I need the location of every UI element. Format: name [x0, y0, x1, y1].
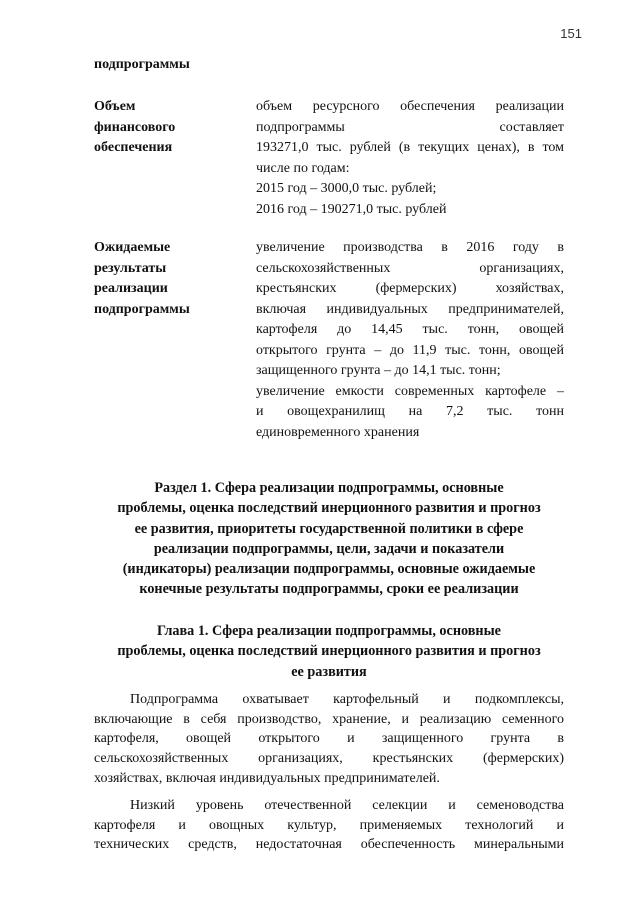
value-line: подпрограммы составляет — [256, 119, 564, 135]
paragraph-line: технических средств, недостаточная обеспеченность минеральными — [94, 837, 564, 853]
heading-line: ее развития — [291, 663, 367, 680]
value-line: объем ресурсного обеспечения реализации — [256, 99, 564, 114]
label-line: финансового — [94, 119, 176, 135]
heading-line: (индикаторы) реализации подпрограммы, основные ожидаемые — [122, 561, 536, 578]
paragraph-line: Низкий уровень отечественной селекции и семеноводства — [130, 798, 564, 813]
heading-line: проблемы, оценка последствий инерционного развития и прогноз — [117, 500, 541, 517]
passport-label-funding — [94, 97, 244, 159]
body-paragraph — [94, 796, 564, 855]
value-line: картофеля до 14,45 тыс. тонн, овощей — [256, 322, 564, 337]
paragraph-line: включающие в себя производство, хранение, и реализацию семенного — [94, 711, 564, 727]
passport-row-funding — [94, 97, 564, 217]
value-line: крестьянских (фермерских) хозяйствах, — [256, 281, 564, 296]
paragraph-line: хозяйствах, включая индивидуальных предпринимателей. — [94, 770, 440, 786]
heading-line: реализации подпрограммы, цели, задачи и показатели — [153, 540, 505, 557]
continued-heading: подпрограммы — [94, 57, 190, 72]
value-line: сельскохозяйственных организациях, — [256, 260, 564, 276]
value-line: защищенного грунта – до 14,1 тыс. тонн; — [256, 363, 501, 378]
value-line: единовременного хранения — [256, 424, 420, 440]
section-heading — [94, 478, 564, 600]
label-line: обеспечения — [94, 140, 173, 155]
label-line: реализации — [94, 281, 168, 296]
value-line: числе по годам: — [256, 160, 350, 176]
heading-line: конечные результаты подпрограммы, сроки ее реализации — [139, 581, 519, 598]
passport-value-funding — [256, 97, 564, 220]
paragraph-line: Подпрограмма охватывает картофельный и подкомплексы, — [130, 692, 564, 707]
value-line: включая индивидуальных предпринимателей, — [256, 301, 564, 317]
label-line: подпрограммы — [94, 301, 190, 317]
page-number: 151 — [560, 26, 582, 41]
passport-label-results — [94, 238, 244, 320]
paragraph-line: картофеля, овощей открытого и защищенного грунта в — [94, 731, 564, 747]
paragraph-line: картофеля и овощных культур, применяемых технологий и — [94, 817, 564, 833]
chapter-heading — [94, 621, 564, 682]
paragraph-line: сельскохозяйственных организациях, крестьянских (фермерских) — [94, 751, 564, 767]
label-line: Объем — [94, 99, 136, 114]
value-line: открытого грунта – до 11,9 тыс. тонн, овощей — [256, 342, 564, 358]
body-paragraph — [94, 690, 564, 789]
heading-line: проблемы, оценка последствий инерционного развития и прогноз — [117, 643, 541, 660]
value-line: 2015 год – 3000,0 тыс. рублей; — [256, 181, 437, 196]
value-line: увеличение производства в 2016 году в — [256, 240, 564, 255]
heading-line: Глава 1. Сфера реализации подпрограммы, основные — [157, 623, 501, 639]
heading-line: ее развития, приоритеты государственной политики в сфере — [134, 520, 524, 537]
passport-value-results — [256, 238, 564, 443]
value-line: 193271,0 тыс. рублей (в текущих ценах), в том — [256, 140, 564, 155]
label-line: Ожидаемые — [94, 240, 171, 255]
label-line: результаты — [94, 260, 167, 276]
passport-row-results — [94, 238, 564, 438]
value-line: и овощехранилищ на 7,2 тыс. тонн — [256, 404, 564, 419]
value-line: 2016 год – 190271,0 тыс. рублей — [256, 201, 447, 217]
value-line: увеличение емкости современных картофеле – — [256, 383, 564, 399]
heading-line: Раздел 1. Сфера реализации подпрограммы, основные — [154, 480, 504, 496]
